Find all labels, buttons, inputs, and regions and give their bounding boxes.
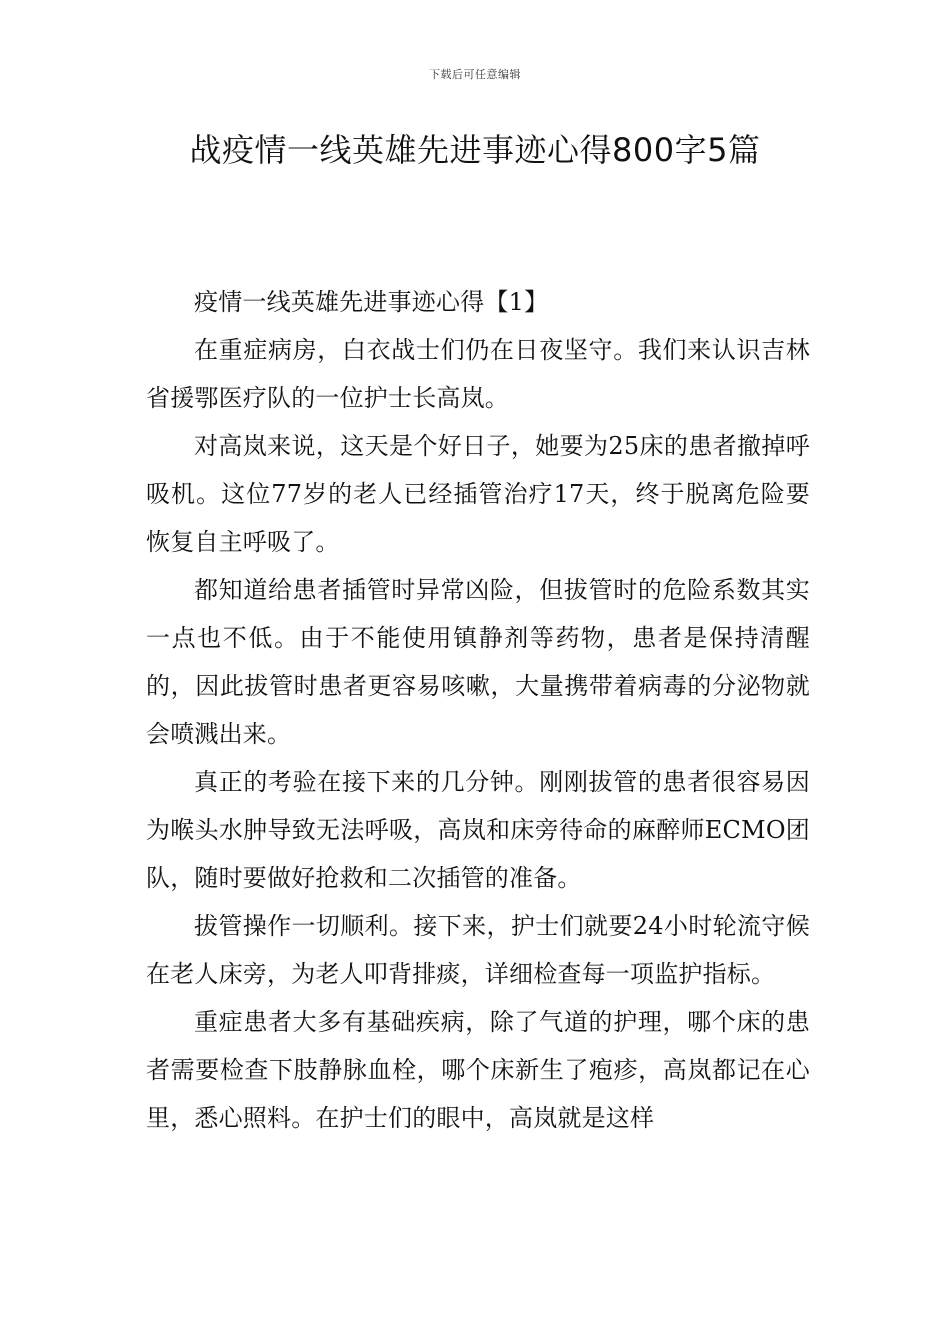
paragraph-3: 都知道给患者插管时异常凶险，但拔管时的危险系数其实一点也不低。由于不能使用镇静剂等药物，患者是保持清醒的，因此拔管时患者更容易咳嗽，大量携带着病毒的分泌物就会喷溅出来。 [146, 576, 810, 748]
paragraph-4: 真正的考验在接下来的几分钟。刚刚拔管的患者很容易因为喉头水肿导致无法呼吸，高岚和床旁待命的麻醉师ECMO团队，随时要做好抢救和二次插管的准备。 [146, 768, 810, 892]
header-note: 下载后可任意编辑 [429, 68, 521, 81]
paragraph-5: 拔管操作一切顺利。接下来，护士们就要24小时轮流守候在老人床旁，为老人叩背排痰，详细检查每一项监护指标。 [146, 912, 810, 988]
document-title: 战疫情一线英雄先进事迹心得800字5篇 [189, 131, 761, 169]
document-body [146, 278, 810, 1142]
paragraph-1: 在重症病房，白衣战士们仍在日夜坚守。我们来认识吉林省援鄂医疗队的一位护士长高岚。 [146, 336, 810, 412]
paragraph-6: 重症患者大多有基础疾病，除了气道的护理，哪个床的患者需要检查下肢静脉血栓，哪个床新生了疱疹，高岚都记在心里，悉心照料。在护士们的眼中，高岚就是这样 [146, 1008, 810, 1132]
section-heading: 疫情一线英雄先进事迹心得【1】 [194, 288, 549, 316]
paragraph-2: 对高岚来说，这天是个好日子，她要为25床的患者撤掉呼吸机。这位77岁的老人已经插管治疗17天，终于脱离危险要恢复自主呼吸了。 [146, 432, 810, 556]
